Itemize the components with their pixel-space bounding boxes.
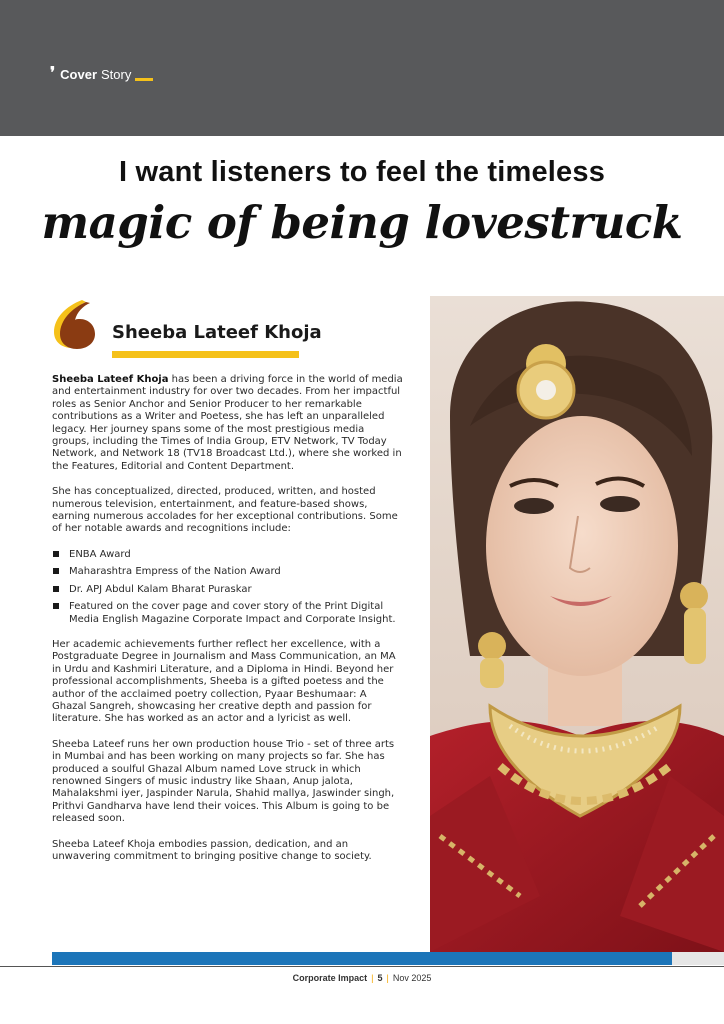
paragraph-4: Sheeba Lateef runs her own production house Trio - set of three arts in Mumbai and has been working on many projects so far. She has produced a soulful Ghazal Album named Love struck in which renowned Singers of music industry like Shaan, Anup jalota, Mahalakshmi iyer, Jaspinder Narula, Shahid mallya, Jaswinder singh, Prithvi Gandharva have lend their voices. This Album is going to be released soon. (52, 738, 395, 825)
section-label: Story (101, 66, 132, 82)
award-item: ENBA Award (52, 549, 404, 561)
paragraph-2: She has conceptualized, directed, produced, written, and hosted numerous television, entertainment, and feature-based shows, earning numerous accolades for her exceptional contributions. Some of her notable awards and recognitions include: (52, 486, 398, 535)
paragraph-3: Her academic achievements further reflect her excellence, with a Postgraduate Degree in Journalism and Mass Communication, an MA in Urdu and Kashmiri Literature, and a Diploma in Hindi. Beyond her professional accomplishments, Sheeba is a gifted poetess and the author of the acclaimed poetry collection, Pyaar Beshumaar: A Ghazal Sangreh, showcasing her creative depth and passion for literature. She has worked as an actor and a lyricist as well. (52, 638, 396, 725)
headline-line-1: I want listeners to feel the timeless (118, 156, 606, 188)
paragraph-1-text: has been a driving force in the world of media and entertainment industry for over two decades. From her impactful roles as Senior Anchor and Senior Producer to her remarkable contributions as a Writer and Poetess, she has left an unparalleled legacy. Her journey spans some of the most prestigious media groups, including the Times of India Group, ETV Network, TV Today Network, and Network 18 (TV18 Broadcast Ltd.), where she worked in the Features, Editorial and Content Department. (52, 374, 403, 472)
lead-name: Sheeba Lateef Khoja (52, 374, 169, 385)
portrait-photo (430, 296, 724, 952)
paragraph-5: Sheeba Lateef Khoja embodies passion, dedication, and an unwavering commitment to bringing positive change to society. (52, 838, 372, 862)
quote-mark-icon (52, 298, 98, 350)
footer-separator: | (386, 973, 389, 983)
footer-date: Nov 2025 (392, 973, 432, 983)
footer-grey-bar (672, 952, 724, 965)
page-number: 5 (377, 973, 383, 983)
page-footer (0, 973, 724, 983)
headline-line-2: magic of being lovestruck (41, 196, 683, 249)
section-tag (50, 66, 153, 82)
section-underline (135, 78, 153, 81)
section-label-bold: Cover (60, 66, 98, 82)
article-body (52, 374, 404, 863)
footer-separator: | (371, 973, 374, 983)
footer-accent-bar (52, 952, 672, 965)
paragraph-1 (52, 374, 404, 473)
award-item: Dr. APJ Abdul Kalam Bharat Puraskar (52, 584, 404, 596)
footer-publication: Corporate Impact (292, 973, 368, 983)
award-item: Maharashtra Empress of the Nation Award (52, 566, 404, 578)
footer-rule (0, 966, 724, 967)
name-underline (112, 351, 299, 358)
profile-name: Sheeba Lateef Khoja (112, 322, 322, 343)
award-item: Featured on the cover page and cover story of the Print Digital Media English Magazine Corporate Impact and Corporate Insight. (52, 601, 404, 626)
awards-list (52, 549, 404, 626)
quote-icon: ❜ (50, 65, 56, 82)
